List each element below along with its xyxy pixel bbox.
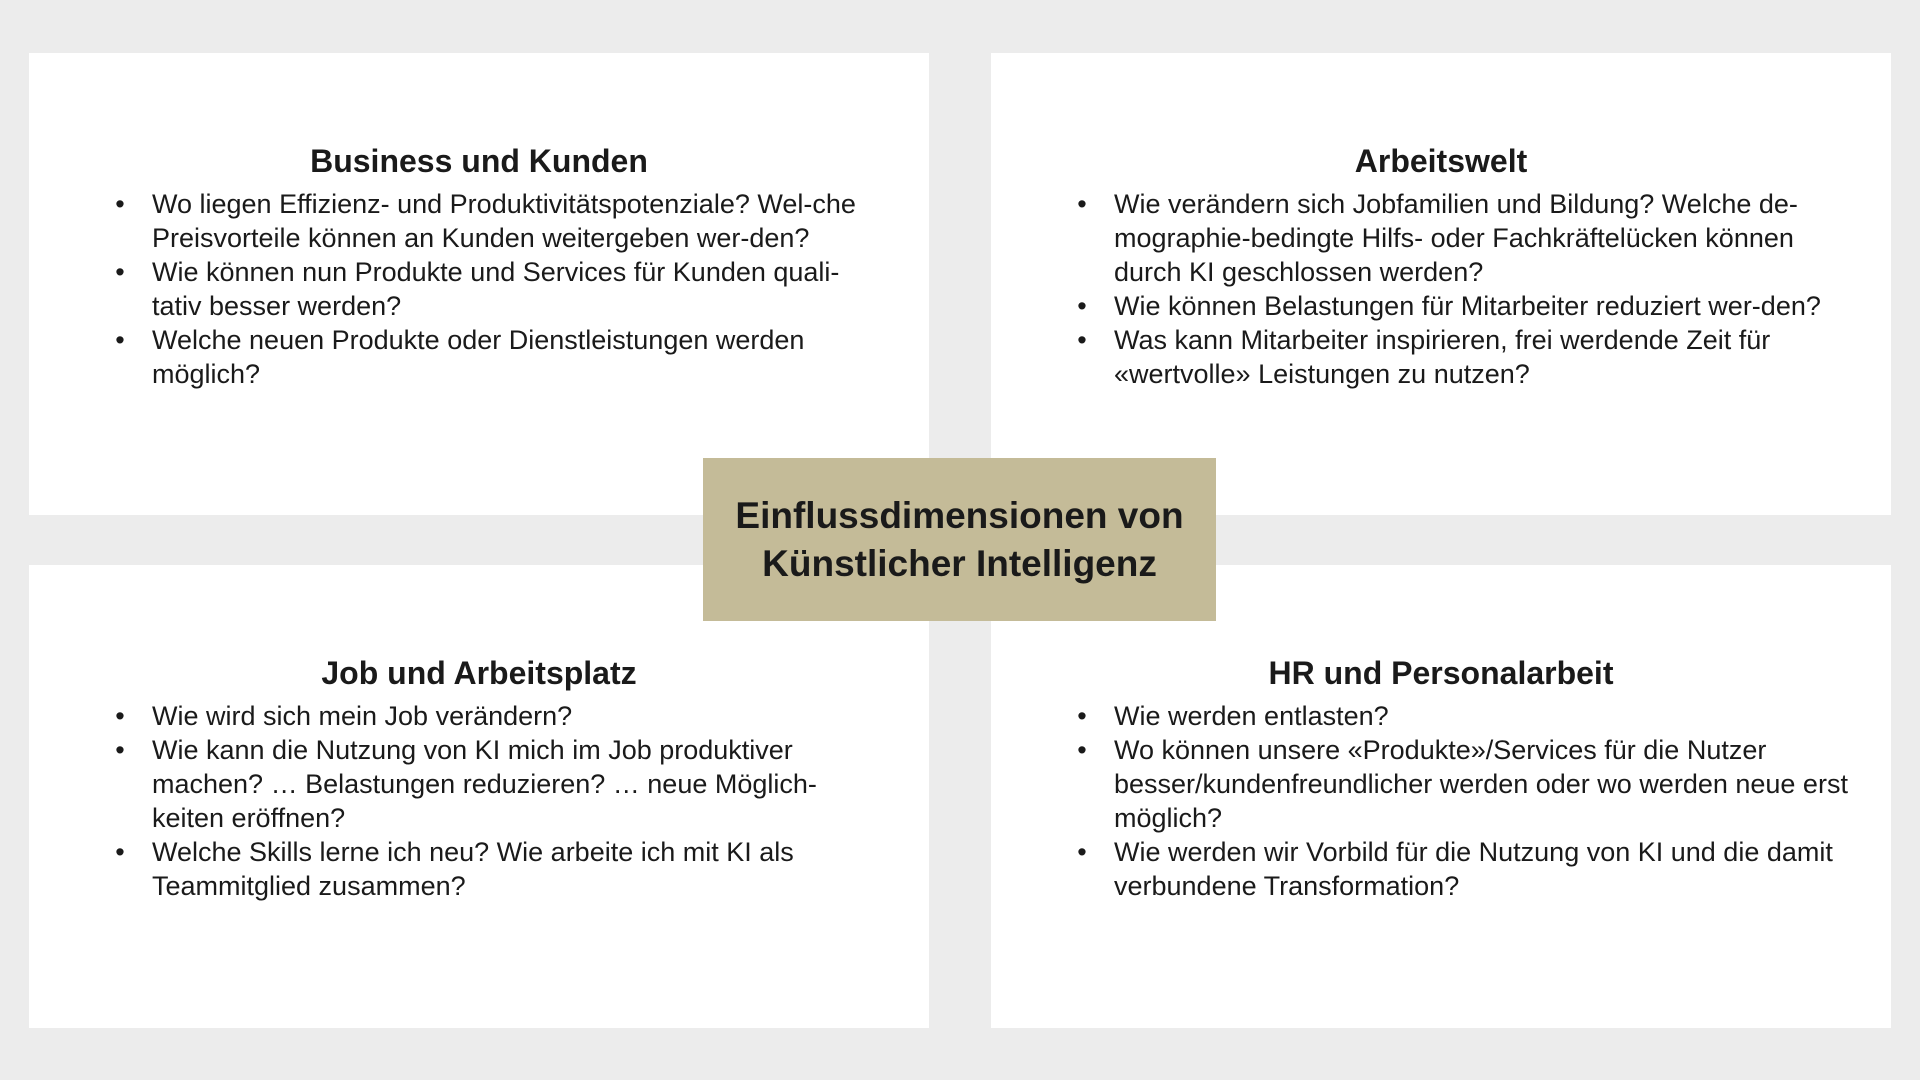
bullet-icon: •: [115, 189, 125, 219]
center-title-box: [703, 458, 1216, 621]
bullet-icon: •: [1077, 291, 1087, 321]
bullet-icon: •: [1077, 735, 1087, 765]
list-item-text: Wie werden entlasten?: [1114, 701, 1389, 731]
quadrant-title: Job und Arbeitsplatz: [321, 655, 637, 691]
list-item-text: Wo können unsere «Produkte»/Services für die Nutzer besser/kundenfreundlicher werden oder wo werden neue erst möglich?: [1114, 735, 1848, 833]
list-item: [1077, 835, 1849, 903]
question-list: [1077, 187, 1849, 391]
quadrant-arbeitswelt: [991, 53, 1891, 515]
quadrant-hr-und-personalarbeit: [991, 565, 1891, 1028]
list-item: [1077, 289, 1849, 323]
question-list: [115, 187, 887, 391]
bullet-icon: •: [115, 325, 125, 355]
question-list: [1077, 699, 1849, 903]
list-item: [1077, 323, 1849, 391]
list-item: [115, 323, 887, 391]
list-item-text: Wie können Belastungen für Mitarbeiter reduziert wer-den?: [1114, 291, 1821, 321]
center-title-line-2: Künstlicher Intelligenz: [762, 542, 1157, 584]
list-item: [115, 699, 887, 733]
list-item: [1077, 699, 1849, 733]
quadrant-title: Business und Kunden: [310, 143, 648, 179]
list-item-text: Wie wird sich mein Job verändern?: [152, 701, 573, 731]
bullet-icon: •: [115, 701, 125, 731]
bullet-icon: •: [115, 257, 125, 287]
question-list: [115, 699, 887, 903]
list-item-text: Wie können nun Produkte und Services für Kunden quali-tativ besser werden?: [152, 257, 840, 321]
list-item: [115, 733, 887, 835]
bullet-icon: •: [1077, 325, 1087, 355]
quadrant-business-und-kunden: [29, 53, 929, 515]
center-title-line-1: Einflussdimensionen von: [735, 494, 1184, 536]
list-item-text: Wo liegen Effizienz- und Produktivitätspotenziale? Wel-che Preisvorteile können an Kunden weitergeben wer-den?: [152, 189, 856, 253]
quadrant-title: Arbeitswelt: [1354, 143, 1528, 179]
list-item-text: Wie verändern sich Jobfamilien und Bildung? Welche de-mographie-bedingte Hilfs- oder Fachkräftelücken können durch KI geschlossen werden?: [1114, 189, 1798, 287]
bullet-icon: •: [115, 735, 125, 765]
bullet-icon: •: [1077, 701, 1087, 731]
list-item: [1077, 733, 1849, 835]
list-item: [115, 835, 887, 903]
bullet-icon: •: [115, 837, 125, 867]
list-item-text: Wie kann die Nutzung von KI mich im Job produktiver machen? … Belastungen reduzieren? … neue Möglich-keiten eröffnen?: [152, 735, 817, 833]
list-item-text: Welche Skills lerne ich neu? Wie arbeite ich mit KI als Teammitglied zusammen?: [152, 837, 794, 901]
list-item: [115, 255, 887, 323]
quadrant-title: HR und Personalarbeit: [1268, 655, 1614, 691]
list-item: [115, 187, 887, 255]
bullet-icon: •: [1077, 837, 1087, 867]
list-item-text: Was kann Mitarbeiter inspirieren, frei werdende Zeit für «wertvolle» Leistungen zu nutzen?: [1114, 325, 1771, 389]
bullet-icon: •: [1077, 189, 1087, 219]
list-item-text: Wie werden wir Vorbild für die Nutzung von KI und die damit verbundene Transformation?: [1114, 837, 1833, 901]
list-item-text: Welche neuen Produkte oder Dienstleistungen werden möglich?: [152, 325, 805, 389]
list-item: [1077, 187, 1849, 289]
quadrant-job-und-arbeitsplatz: [29, 565, 929, 1028]
